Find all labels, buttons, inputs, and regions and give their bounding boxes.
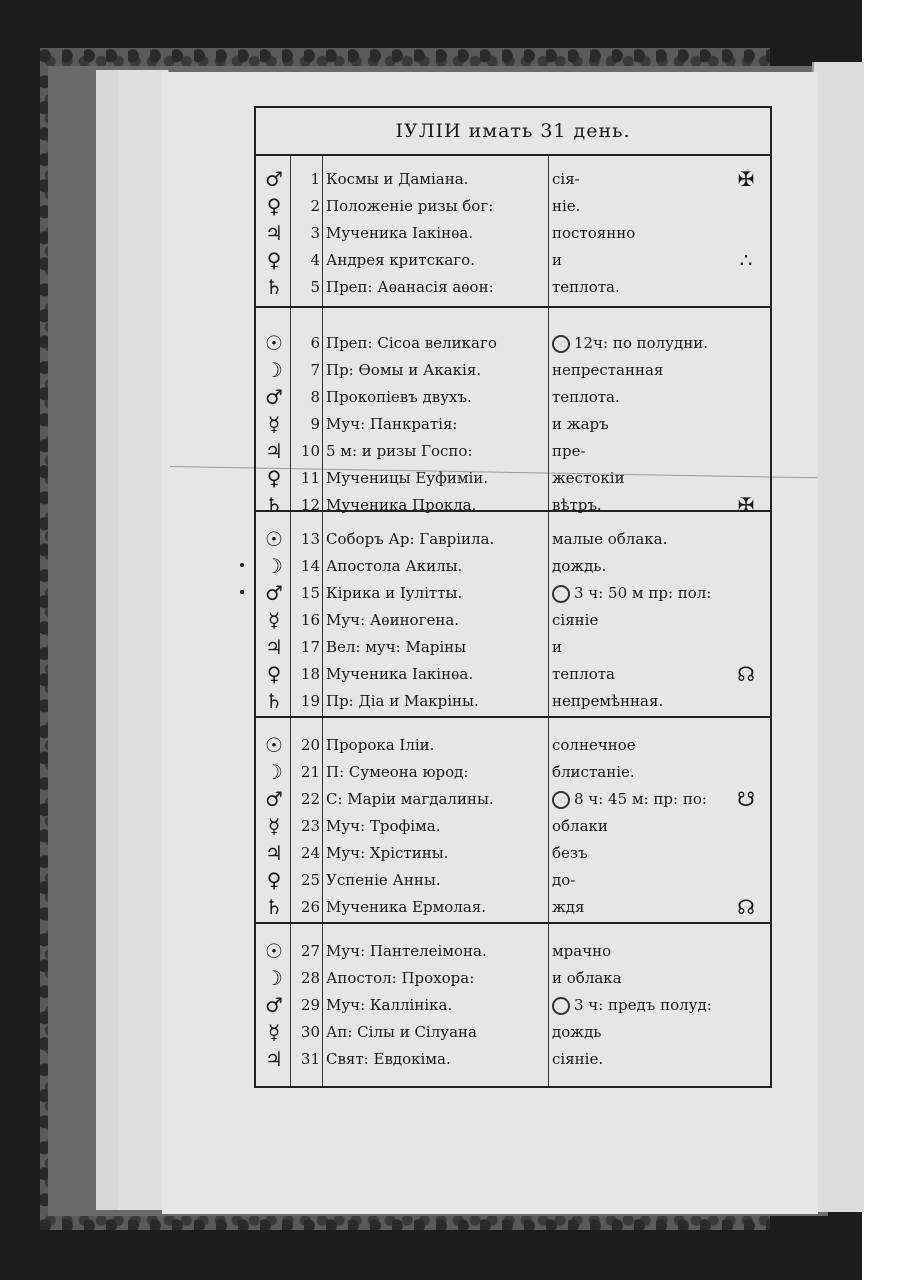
weather-text: теплота (552, 665, 615, 683)
week-block (256, 156, 770, 308)
day-row (256, 759, 770, 786)
weather-note (552, 492, 760, 519)
day-row (256, 786, 770, 813)
weather-note (552, 438, 760, 465)
weather-text: дождь. (552, 557, 607, 575)
planet-symbol: ♃ (265, 635, 283, 659)
saint-name: Мученика Прокла. (326, 496, 477, 514)
planet-symbol: ☽ (265, 358, 283, 382)
moon-phase-icon (552, 791, 570, 809)
weather-note (552, 553, 760, 580)
saint-name: Муч: Каллініка. (326, 996, 453, 1014)
weather-note (552, 1019, 760, 1046)
day-row (256, 274, 770, 301)
weather-note (552, 166, 760, 193)
weather-note (552, 732, 760, 759)
day-row (256, 438, 770, 465)
astrological-sign: ☋ (737, 787, 755, 811)
day-number: 25 (300, 871, 320, 889)
weather-text: непремѣнная. (552, 692, 664, 710)
planet-symbol: ☉ (265, 331, 283, 355)
day-row (256, 580, 770, 607)
day-row (256, 330, 770, 357)
day-row (256, 492, 770, 519)
day-number: 23 (300, 817, 320, 835)
weather-note (552, 894, 760, 921)
weather-note (552, 357, 760, 384)
day-row (256, 411, 770, 438)
weather-note (552, 759, 760, 786)
saint-name: Прокопіевъ двухъ. (326, 388, 472, 406)
planet-symbol: ☽ (265, 760, 283, 784)
day-row (256, 607, 770, 634)
saint-name: Соборъ Ар: Гавріила. (326, 530, 495, 548)
weather-text: и (552, 638, 562, 656)
saint-name: Космы и Даміана. (326, 170, 469, 188)
weather-text: мрачно (552, 942, 612, 960)
day-number: 13 (300, 530, 320, 548)
saint-name: Муч: Трофіма. (326, 817, 441, 835)
planet-symbol: ♀ (266, 662, 282, 686)
saint-name: Пр: Діа и Макріны. (326, 692, 479, 710)
week-block (256, 722, 770, 924)
planet-symbol: ♂ (265, 385, 283, 409)
weather-text: сія- (552, 170, 580, 188)
weather-text: теплота. (552, 388, 620, 406)
weather-text: ніе. (552, 197, 581, 215)
weather-note (552, 220, 760, 247)
day-number: 5 (310, 278, 320, 296)
weather-note (552, 992, 760, 1019)
saint-name: Кірика и Іулітты. (326, 584, 463, 602)
weather-note (552, 965, 760, 992)
day-number: 3 (310, 224, 320, 242)
weather-text: сіяніе. (552, 1050, 604, 1068)
day-row (256, 813, 770, 840)
day-number: 31 (300, 1050, 320, 1068)
weather-text: сіяніе (552, 611, 599, 629)
planet-symbol: ♀ (266, 466, 282, 490)
day-number: 12 (300, 496, 320, 514)
day-row (256, 193, 770, 220)
margin-dot (240, 563, 244, 567)
weather-text: дождь (552, 1023, 602, 1041)
day-row (256, 465, 770, 492)
day-number: 11 (300, 469, 320, 487)
day-row (256, 384, 770, 411)
day-number: 7 (310, 361, 320, 379)
saint-name: 5 м: и ризы Госпо: (326, 442, 473, 460)
astrological-sign: ☊ (737, 895, 755, 919)
saint-name: Муч: Аѳиногена. (326, 611, 460, 629)
day-row (256, 1046, 770, 1073)
calendar-table (254, 106, 772, 1088)
weather-text: малые облака. (552, 530, 668, 548)
day-row (256, 661, 770, 688)
weather-text: блистаніе. (552, 763, 635, 781)
weather-note (552, 580, 760, 607)
day-number: 1 (310, 170, 320, 188)
weather-note (552, 411, 760, 438)
saint-name: Вел: муч: Маріны (326, 638, 467, 656)
planet-symbol: ☉ (265, 733, 283, 757)
day-number: 27 (300, 942, 320, 960)
weather-note (552, 840, 760, 867)
weather-note (552, 938, 760, 965)
right-margin (862, 0, 904, 1280)
weather-text: и жаръ (552, 415, 609, 433)
weather-text: безъ (552, 844, 588, 862)
saint-name: Апостол: Прохора: (326, 969, 475, 987)
day-number: 8 (310, 388, 320, 406)
day-row (256, 166, 770, 193)
day-number: 26 (300, 898, 320, 916)
day-row (256, 634, 770, 661)
weather-note (552, 661, 760, 688)
weather-text: 12ч: по полудни. (574, 334, 709, 352)
day-number: 19 (300, 692, 320, 710)
day-row (256, 553, 770, 580)
moon-phase-icon (552, 335, 570, 353)
planet-symbol: ♂ (265, 167, 283, 191)
weather-text: ждя (552, 898, 585, 916)
astrological-sign: ✠ (737, 167, 755, 191)
saint-name: Положеніе ризы бог: (326, 197, 494, 215)
margin-dot (240, 590, 244, 594)
day-number: 24 (300, 844, 320, 862)
planet-symbol: ♀ (266, 248, 282, 272)
saint-name: Пр: Ѳомы и Акакія. (326, 361, 482, 379)
planet-symbol: ♄ (265, 895, 283, 919)
planet-symbol: ♃ (265, 841, 283, 865)
day-number: 14 (300, 557, 320, 575)
day-number: 18 (300, 665, 320, 683)
planet-symbol: ☿ (267, 1020, 281, 1044)
weather-text: непрестанная (552, 361, 664, 379)
planet-symbol: ♀ (266, 194, 282, 218)
next-page-edge (812, 62, 864, 1212)
planet-symbol: ♃ (265, 1047, 283, 1071)
day-row (256, 992, 770, 1019)
weather-note (552, 330, 760, 357)
planet-symbol: ♃ (265, 221, 283, 245)
weather-text: 3 ч: предъ полуд: (574, 996, 712, 1014)
weather-text: постоянно (552, 224, 636, 242)
planet-symbol: ☉ (265, 527, 283, 551)
day-number: 17 (300, 638, 320, 656)
astrological-sign: ☊ (737, 662, 755, 686)
day-number: 29 (300, 996, 320, 1014)
moon-phase-icon (552, 585, 570, 603)
day-row (256, 1019, 770, 1046)
week-block (256, 516, 770, 718)
weather-note (552, 526, 760, 553)
planet-symbol: ☉ (265, 939, 283, 963)
planet-symbol: ☿ (267, 814, 281, 838)
weather-text: 3 ч: 50 м пр: пол: (574, 584, 712, 602)
day-row (256, 894, 770, 921)
planet-symbol: ♂ (265, 993, 283, 1017)
planet-symbol: ♄ (265, 493, 283, 517)
day-number: 6 (310, 334, 320, 352)
weather-note (552, 193, 760, 220)
weather-note (552, 813, 760, 840)
week-block (256, 320, 770, 517)
weather-text: и (552, 251, 562, 269)
day-row (256, 526, 770, 553)
day-number: 4 (310, 251, 320, 269)
weather-text: до- (552, 871, 576, 889)
saint-name: Преп: Аѳанасія аѳон: (326, 278, 494, 296)
day-row (256, 247, 770, 274)
weather-note (552, 688, 760, 715)
weather-text: пре- (552, 442, 586, 460)
saint-name: С: Маріи магдалины. (326, 790, 494, 808)
saint-name: Мученика Іакінѳа. (326, 665, 474, 683)
saint-name: Апостола Акилы. (326, 557, 463, 575)
saint-name: Муч: Панкратія: (326, 415, 458, 433)
weather-text: солнечное (552, 736, 636, 754)
day-number: 21 (300, 763, 320, 781)
day-row (256, 220, 770, 247)
weather-text: вѣтръ. (552, 496, 602, 514)
saint-name: Успеніе Анны. (326, 871, 441, 889)
planet-symbol: ♄ (265, 275, 283, 299)
planet-symbol: ♂ (265, 581, 283, 605)
planet-symbol: ♀ (266, 868, 282, 892)
astrological-sign: ✠ (737, 493, 755, 517)
saint-name: Пророка Іліи. (326, 736, 435, 754)
day-number: 30 (300, 1023, 320, 1041)
planet-symbol: ♂ (265, 787, 283, 811)
weather-note (552, 274, 760, 301)
day-number: 16 (300, 611, 320, 629)
planet-symbol: ♃ (265, 439, 283, 463)
weather-note (552, 607, 760, 634)
day-number: 28 (300, 969, 320, 987)
month-title: ІУЛІИ имать 31 день. (256, 108, 770, 156)
weather-text: теплота. (552, 278, 620, 296)
weather-note (552, 465, 760, 492)
day-row (256, 688, 770, 715)
planet-symbol: ♄ (265, 689, 283, 713)
day-row (256, 938, 770, 965)
weather-note (552, 786, 760, 813)
saint-name: П: Сумеона юрод: (326, 763, 469, 781)
weather-note (552, 247, 760, 274)
day-number: 22 (300, 790, 320, 808)
day-number: 10 (300, 442, 320, 460)
saint-name: Преп: Сісоа великаго (326, 334, 497, 352)
weather-note (552, 867, 760, 894)
weather-text: 8 ч: 45 м: пр: по: (574, 790, 707, 808)
weather-note (552, 384, 760, 411)
week-block (256, 928, 770, 1088)
saint-name: Мученицы Еуфиміи. (326, 469, 489, 487)
planet-symbol: ☽ (265, 966, 283, 990)
saint-name: Мученика Ермолая. (326, 898, 487, 916)
day-number: 2 (310, 197, 320, 215)
day-row (256, 357, 770, 384)
planet-symbol: ☿ (267, 608, 281, 632)
saint-name: Мученика Іакінѳа. (326, 224, 474, 242)
planet-symbol: ☿ (267, 412, 281, 436)
day-number: 20 (300, 736, 320, 754)
weather-text: и облака (552, 969, 622, 987)
saint-name: Муч: Хрістины. (326, 844, 449, 862)
day-row (256, 965, 770, 992)
day-row (256, 867, 770, 894)
weather-note (552, 634, 760, 661)
planet-symbol: ☽ (265, 554, 283, 578)
day-number: 9 (310, 415, 320, 433)
weather-note (552, 1046, 760, 1073)
weather-text: жестокіи (552, 469, 625, 487)
saint-name: Андрея критскаго. (326, 251, 475, 269)
saint-name: Свят: Евдокіма. (326, 1050, 451, 1068)
astrological-sign: ∴ (739, 248, 753, 272)
day-number: 15 (300, 584, 320, 602)
day-row (256, 840, 770, 867)
moon-phase-icon (552, 997, 570, 1015)
saint-name: Муч: Пантелеімона. (326, 942, 487, 960)
weather-text: облаки (552, 817, 608, 835)
day-row (256, 732, 770, 759)
saint-name: Ап: Сілы и Сілуана (326, 1023, 477, 1041)
